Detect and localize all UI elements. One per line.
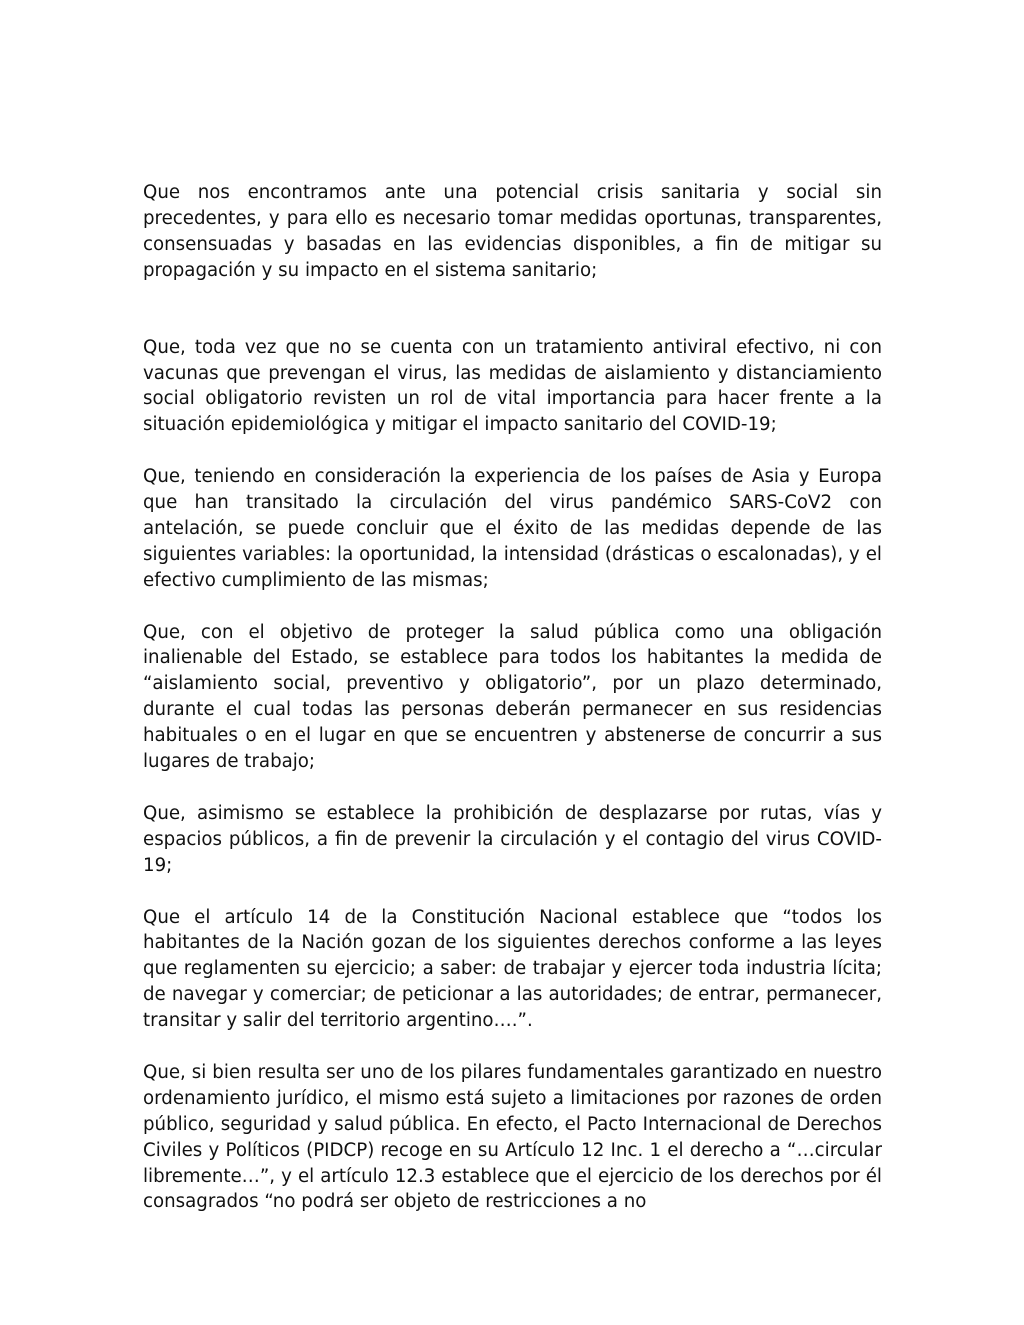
paragraph: Que, con el objetivo de proteger la salud pública como una obligación inalienable del Estado, se establece para todos los habitantes la medida de “aislamiento social, preventivo y obligatorio”, por un plazo determinado, durante el cual todas las personas deberán permanecer en sus residencias habituales o en el lugar en que se encuentren y abstenerse de concurrir a sus lugares de trabajo; [143,621,882,773]
paragraph-spacer [143,1034,882,1060]
paragraph: Que, teniendo en consideración la experiencia de los países de Asia y Europa que han transitado la circulación del virus pandémico SARS-CoV2 con antelación, se puede concluir que el éxito de las medidas depende de las siguientes variables: la oportunidad, la intensidad (drásticas o escalonadas), y el efectivo cumplimiento de las mismas; [143,466,882,591]
paragraph-spacer [143,594,882,620]
paragraph: Que nos encontramos ante una potencial crisis sanitaria y social sin precedentes, y para ello es necesario tomar medidas oportunas, transparentes, consensuadas y basadas en las evidencias disponibles, a fin de mitigar su propagación y su impacto en el sistema sanitario; [143,182,882,281]
paragraph-spacer [143,775,882,801]
paragraph-spacer [143,879,882,905]
paragraph-spacer [143,284,882,335]
paragraph: Que, si bien resulta ser uno de los pilares fundamentales garantizado en nuestro ordenamiento jurídico, el mismo está sujeto a limitaciones por razones de orden público, seguridad y salud pública. En efecto, el Pacto Internacional de Derechos Civiles y Políticos (PIDCP) recoge en su Artículo 12 Inc. 1 el derecho a “…circular libremente…”, y el artículo 12.3 establece que el ejercicio de los derechos por él consagrados “no podrá ser objeto de restricciones a no [143,1061,882,1213]
paragraph: Que, toda vez que no se cuenta con un tratamiento antiviral efectivo, ni con vacunas que prevengan el virus, las medidas de aislamiento y distanciamiento social obligatorio revisten un rol de vital importancia para hacer frente a la situación epidemiológica y mitigar el impacto sanitario del COVID-19; [143,336,882,436]
paragraph: Que, asimismo se establece la prohibición de desplazarse por rutas, vías y espacios públicos, a fin de prevenir la circulación y el contagio del virus COVID-19; [143,802,882,876]
paragraph: Que el artículo 14 de la Constitución Nacional establece que “todos los habitantes de la Nación gozan de los siguientes derechos conforme a las leyes que reglamenten su ejercicio; a saber: de trabajar y ejercer toda industria lícita; de navegar y comerciar; de peticionar a las autoridades; de entrar, permanecer, transitar y salir del territorio argentino….”. [143,906,882,1032]
document-body [143,180,882,1215]
paragraph-spacer [143,438,882,464]
